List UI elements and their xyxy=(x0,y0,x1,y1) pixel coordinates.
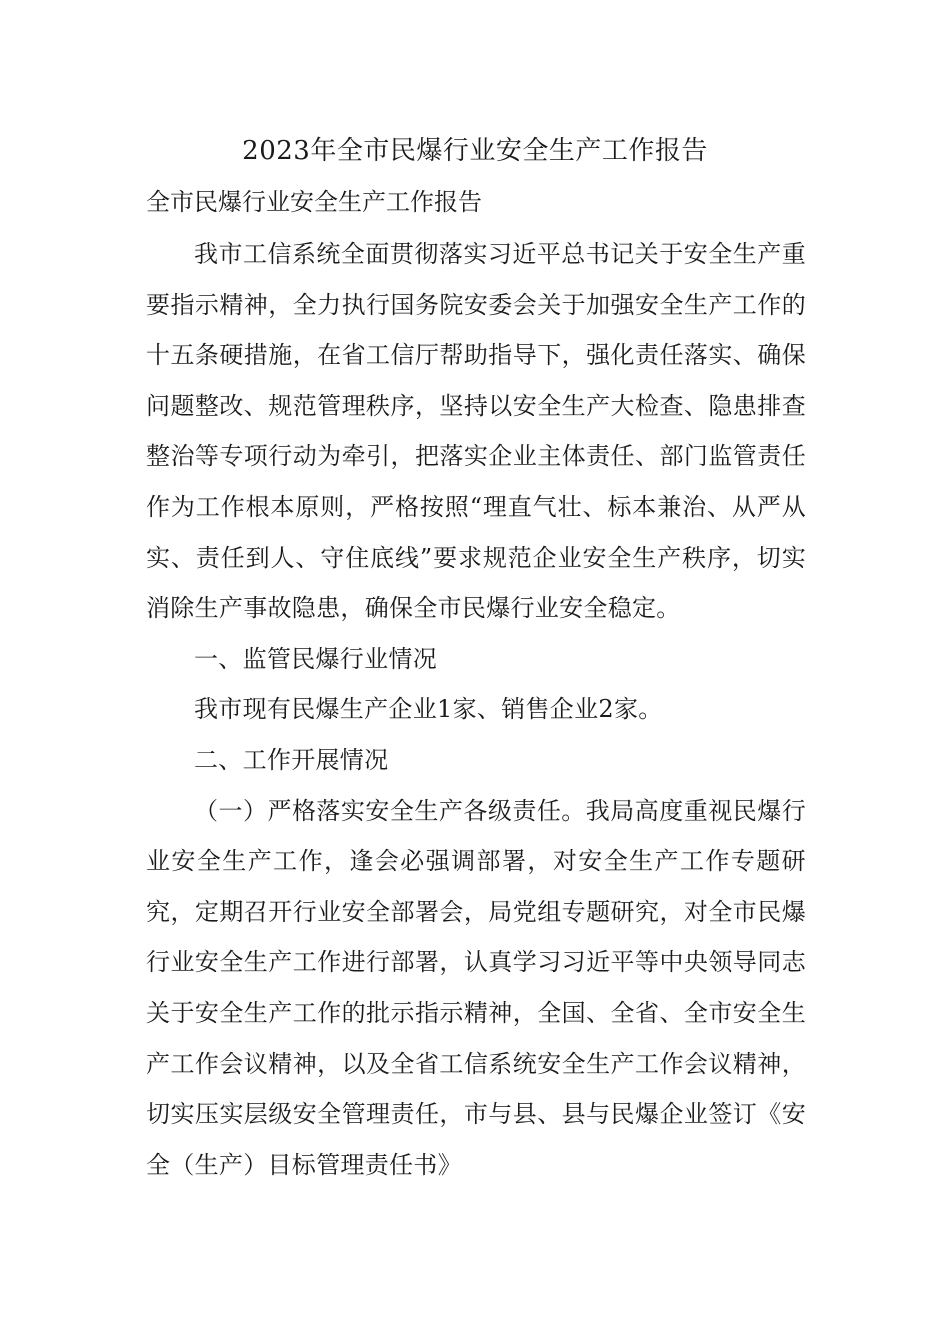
document-title: 2023年全市民爆行业安全生产工作报告 xyxy=(242,136,708,166)
paragraph-intro: 我市工信系统全面贯彻落实习近平总书记关于安全生产重要指示精神，全力执行国务院安委会关于加强安全生产工作的十五条硬措施，在省工信厅帮助指导下，强化责任落实、确保问题整改、规范管理秩序，坚持以安全生产大检查、隐患排查整治等专项行动为牵引，把落实企业主体责任、部门监管责任作为工作根本原则，严格按照“理直气壮、标本兼治、从严从实、责任到人、守住底线”要求规范企业安全生产秩序，切实消除生产事故隐患，确保全市民爆行业安全稳定。 xyxy=(146,240,806,623)
paragraph-responsibility: （一）严格落实安全生产各级责任。我局高度重视民爆行业安全生产工作，逢会必强调部署，对安全生产工作专题研究，定期召开行业安全部署会，局党组专题研究，对全市民爆行业安全生产工作进行部署，认真学习习近平等中央领导同志关于安全生产工作的批示指示精神，全国、全省、全市安全生产工作会议精神，以及全省工信系统安全生产工作会议精神，切实压实层级安全管理责任，市与县、县与民爆企业签订《安全（生产）目标管理责任书》 xyxy=(146,796,806,1179)
section-heading-1: 一、监管民爆行业情况 xyxy=(194,644,437,673)
document-body xyxy=(146,229,806,1190)
paragraph-enterprises: 我市现有民爆生产企业1家、销售企业2家。 xyxy=(194,695,663,724)
section-heading-2: 二、工作开展情况 xyxy=(194,745,389,774)
document-subtitle: 全市民爆行业安全生产工作报告 xyxy=(146,188,482,216)
